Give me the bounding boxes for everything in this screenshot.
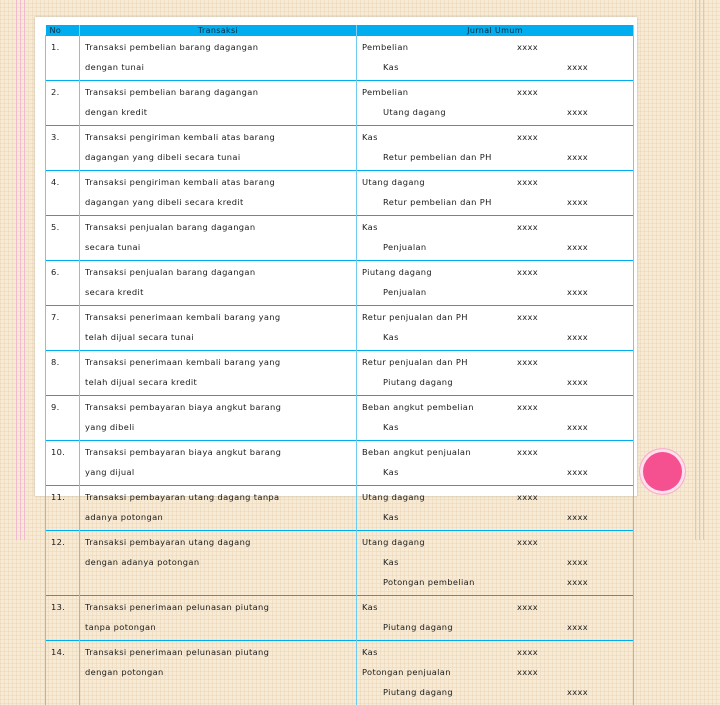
transaksi-text: Transaksi penerimaan pelunasan piutang [85,600,356,620]
debit-entry [357,85,633,105]
transaksi-cell [80,126,357,171]
row-number-cell [46,396,80,441]
amount: xxxx [517,355,538,369]
debit-entry [357,490,633,510]
credit-entry [357,555,633,575]
table-row [46,641,634,705]
account-name: Pembelian [362,85,408,99]
row-number-cell [46,36,80,81]
transaksi-text: Transaksi pengiriman kembali atas barang [85,175,356,195]
account-name: Piutang dagang [362,265,432,279]
debit-entry [357,445,633,465]
account-name: Utang dagang [362,175,425,189]
debit-entry [357,645,633,665]
transaksi-cell [80,216,357,261]
transaksi-cell [80,531,357,596]
account-name: Retur penjualan dan PH [362,355,468,369]
left-decor-stripe [16,0,17,540]
account-name: Kas [362,600,378,614]
amount: xxxx [567,375,588,389]
debit-entry [357,175,633,195]
account-name: Kas [383,555,399,569]
transaksi-text: Transaksi penjualan barang dagangan [85,265,356,285]
account-name: Piutang dagang [383,375,453,389]
table-body [46,36,634,705]
credit-entry [357,575,633,595]
table-row [46,216,634,261]
row-number-cell [46,261,80,306]
table-header-row [46,25,634,36]
account-name: Kas [362,645,378,659]
row-number: 14. [46,641,79,665]
account-name: Piutang dagang [383,685,453,699]
account-name: Kas [383,330,399,344]
account-name: Utang dagang [362,490,425,504]
transaksi-text: dagangan yang dibeli secara tunai [85,150,356,170]
jurnal-cell [357,171,634,216]
account-name: Beban angkut pembelian [362,400,474,414]
account-name: Piutang dagang [383,620,453,634]
account-name: Utang dagang [383,105,446,119]
debit-entry [357,355,633,375]
transaksi-cell [80,596,357,641]
account-name: Utang dagang [362,535,425,549]
transaksi-text: Transaksi pembayaran biaya angkut barang [85,400,356,420]
amount: xxxx [567,620,588,634]
account-name: Retur pembelian dan PH [383,195,492,209]
table-row [46,396,634,441]
table-row [46,36,634,81]
row-number-cell [46,126,80,171]
row-number: 2. [46,81,79,105]
row-number: 1. [46,36,79,60]
account-name: Kas [383,465,399,479]
jurnal-cell [357,531,634,596]
table-row [46,171,634,216]
amount: xxxx [517,265,538,279]
transaksi-text: telah dijual secara kredit [85,375,356,395]
transaksi-cell [80,261,357,306]
debit-entry [357,40,633,60]
row-number: 12. [46,531,79,555]
transaksi-cell [80,486,357,531]
account-name: Kas [362,130,378,144]
row-number: 8. [46,351,79,375]
table-row [46,126,634,171]
credit-entry [357,150,633,170]
credit-entry [357,285,633,305]
table-row [46,441,634,486]
jurnal-cell [357,486,634,531]
amount: xxxx [567,240,588,254]
transaksi-text: yang dijual [85,465,356,485]
transaksi-cell [80,306,357,351]
jurnal-cell [357,81,634,126]
row-number: 10. [46,441,79,465]
amount: xxxx [567,685,588,699]
row-number: 11. [46,486,79,510]
transaksi-text: Transaksi penerimaan kembali barang yang [85,355,356,375]
account-name: Potongan pembelian [383,575,475,589]
transaksi-text: adanya potongan [85,510,356,530]
debit-entry [357,665,633,685]
row-number: 3. [46,126,79,150]
transaksi-text: secara tunai [85,240,356,260]
header-no: No [46,25,80,36]
amount: xxxx [567,105,588,119]
row-number-cell [46,596,80,641]
jurnal-cell [357,351,634,396]
row-number-cell [46,216,80,261]
amount: xxxx [517,310,538,324]
transaksi-cell [80,36,357,81]
amount: xxxx [517,130,538,144]
transaksi-text: Transaksi pembelian barang dagangan [85,85,356,105]
transaksi-text: secara kredit [85,285,356,305]
credit-entry [357,330,633,350]
transaksi-cell [80,351,357,396]
row-number-cell [46,441,80,486]
jurnal-cell [357,36,634,81]
header-transaksi: Transaksi [80,25,357,36]
account-name: Penjualan [383,240,427,254]
row-number: 13. [46,596,79,620]
account-name: Retur pembelian dan PH [383,150,492,164]
transaksi-text: yang dibeli [85,420,356,440]
table-row [46,351,634,396]
amount: xxxx [567,420,588,434]
credit-entry [357,620,633,640]
amount: xxxx [567,555,588,569]
credit-entry [357,240,633,260]
left-decor-stripe [24,0,25,540]
transaksi-cell [80,396,357,441]
pink-decor-circle [640,449,685,494]
account-name: Kas [362,220,378,234]
transaksi-text: dengan potongan [85,665,356,685]
account-name: Kas [383,510,399,524]
transaksi-text: Transaksi penerimaan kembali barang yang [85,310,356,330]
transaksi-text: dengan tunai [85,60,356,80]
credit-entry [357,60,633,80]
jurnal-cell [357,126,634,171]
transaksi-text: dengan kredit [85,105,356,125]
credit-entry [357,375,633,395]
amount: xxxx [517,400,538,414]
transaksi-text: Transaksi pembayaran utang dagang tanpa [85,490,356,510]
debit-entry [357,130,633,150]
transaksi-text: Transaksi penjualan barang dagangan [85,220,356,240]
account-name: Kas [383,60,399,74]
amount: xxxx [567,195,588,209]
left-decor-stripe [20,0,21,540]
header-jurnal-umum: Jurnal Umum [357,25,634,36]
amount: xxxx [517,490,538,504]
row-number: 9. [46,396,79,420]
debit-entry [357,400,633,420]
right-decor-stripe [699,0,700,540]
table-row [46,81,634,126]
account-name: Potongan penjualan [362,665,451,679]
transaksi-cell [80,171,357,216]
account-name: Beban angkut penjualan [362,445,471,459]
debit-entry [357,220,633,240]
row-number: 5. [46,216,79,240]
debit-entry [357,265,633,285]
transaksi-cell [80,81,357,126]
journal-table [45,25,634,705]
credit-entry [357,195,633,215]
transaksi-text: Transaksi pembayaran biaya angkut barang [85,445,356,465]
amount: xxxx [567,465,588,479]
amount: xxxx [517,220,538,234]
credit-entry [357,685,633,705]
table-row [46,596,634,641]
table-row [46,486,634,531]
right-decor-stripe [703,0,704,540]
amount: xxxx [567,330,588,344]
debit-entry [357,600,633,620]
jurnal-cell [357,596,634,641]
jurnal-cell [357,641,634,705]
debit-entry [357,535,633,555]
amount: xxxx [517,535,538,549]
amount: xxxx [517,665,538,679]
credit-entry [357,105,633,125]
amount: xxxx [517,445,538,459]
table-row [46,261,634,306]
row-number-cell [46,486,80,531]
amount: xxxx [567,510,588,524]
amount: xxxx [567,60,588,74]
transaksi-text: dengan adanya potongan [85,555,356,575]
account-name: Kas [383,420,399,434]
transaksi-text: telah dijual secara tunai [85,330,356,350]
amount: xxxx [517,175,538,189]
right-decor-stripe [695,0,696,540]
row-number-cell [46,171,80,216]
transaksi-text: tanpa potongan [85,620,356,640]
amount: xxxx [567,150,588,164]
transaksi-text: Transaksi pembayaran utang dagang [85,535,356,555]
debit-entry [357,310,633,330]
slide-content [35,17,637,496]
table-row [46,531,634,596]
transaksi-text: Transaksi penerimaan pelunasan piutang [85,645,356,665]
transaksi-cell [80,641,357,705]
amount: xxxx [567,575,588,589]
transaksi-cell [80,441,357,486]
row-number-cell [46,351,80,396]
jurnal-cell [357,261,634,306]
row-number: 7. [46,306,79,330]
jurnal-cell [357,306,634,351]
transaksi-text: dagangan yang dibeli secara kredit [85,195,356,215]
credit-entry [357,420,633,440]
jurnal-cell [357,441,634,486]
row-number-cell [46,531,80,596]
jurnal-cell [357,216,634,261]
credit-entry [357,510,633,530]
amount: xxxx [517,600,538,614]
account-name: Retur penjualan dan PH [362,310,468,324]
amount: xxxx [517,85,538,99]
jurnal-cell [357,396,634,441]
transaksi-text: Transaksi pembelian barang dagangan [85,40,356,60]
amount: xxxx [517,40,538,54]
amount: xxxx [567,285,588,299]
row-number-cell [46,81,80,126]
row-number: 6. [46,261,79,285]
row-number-cell [46,306,80,351]
row-number-cell [46,641,80,705]
transaksi-text: Transaksi pengiriman kembali atas barang [85,130,356,150]
credit-entry [357,465,633,485]
row-number: 4. [46,171,79,195]
account-name: Penjualan [383,285,427,299]
amount: xxxx [517,645,538,659]
account-name: Pembelian [362,40,408,54]
table-row [46,306,634,351]
